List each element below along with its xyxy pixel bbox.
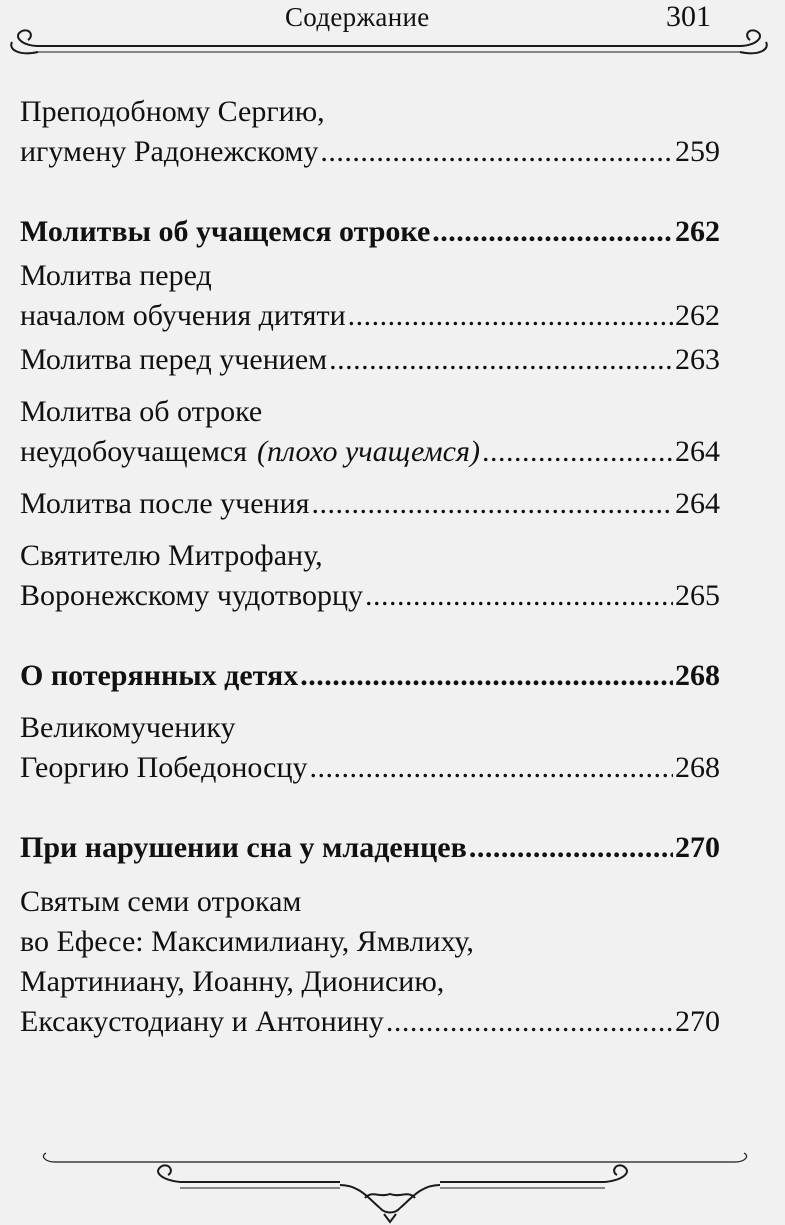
toc-entry-line xyxy=(20,432,720,472)
toc-page-number: 268 xyxy=(675,751,720,784)
header-ornament xyxy=(0,28,785,60)
toc-entry-text: Георгию Победоносцу xyxy=(20,751,308,784)
toc-entry-text: Великомученику xyxy=(20,711,236,744)
toc-entry-line xyxy=(20,92,720,132)
toc-entry-text: Молитва об отроке xyxy=(20,395,263,428)
toc-entry-line xyxy=(20,656,720,696)
toc-entry-line xyxy=(20,132,720,172)
dot-leader xyxy=(348,296,673,336)
toc-entry xyxy=(20,882,720,1042)
toc-entry xyxy=(20,256,720,336)
toc-entry-text: Молитва перед xyxy=(20,259,212,292)
toc-entry xyxy=(20,536,720,616)
toc-entry-line xyxy=(20,708,720,748)
toc-entry xyxy=(20,92,720,172)
toc-entry-text: Ексакустодиану и Антонину xyxy=(20,1005,384,1038)
toc-entry-line xyxy=(20,828,720,868)
header-page-number: 301 xyxy=(666,0,711,33)
dot-leader xyxy=(320,132,673,172)
toc-entry-line xyxy=(20,340,720,380)
toc-entry-text: Мартиниану, Иоанну, Дионисию, xyxy=(20,965,445,998)
toc-entry-line xyxy=(20,922,720,962)
toc-entry-text: во Ефесе: Максимилиану, Ямвлиху, xyxy=(20,925,474,958)
toc-entry-line xyxy=(20,484,720,524)
toc-entry-text: Святым семи отрокам xyxy=(20,885,302,918)
dot-leader xyxy=(469,828,673,868)
toc-entry xyxy=(20,828,720,868)
table-of-contents xyxy=(20,92,720,1042)
toc-entry xyxy=(20,212,720,252)
toc-page-number: 259 xyxy=(675,135,720,168)
toc-entry xyxy=(20,340,720,380)
toc-page-number: 268 xyxy=(675,659,720,692)
dot-leader xyxy=(310,748,673,788)
toc-entry-line xyxy=(20,1002,720,1042)
toc-entry-text: Молитва после учения xyxy=(20,487,310,520)
footer-ornament xyxy=(0,1150,785,1225)
toc-entry xyxy=(20,708,720,788)
toc-entry-text: Святителю Митрофану, xyxy=(20,539,323,572)
dot-leader xyxy=(386,1002,673,1042)
toc-entry-text: началом обучения дитяти xyxy=(20,299,346,332)
toc-entry-line xyxy=(20,882,720,922)
toc-entry-text: Молитвы об учащемся отроке xyxy=(20,215,431,248)
toc-entry-line xyxy=(20,962,720,1002)
header-title: Содержание xyxy=(285,2,430,32)
toc-entry-line xyxy=(20,748,720,788)
dot-leader xyxy=(300,656,673,696)
toc-entry-line xyxy=(20,392,720,432)
dot-leader xyxy=(365,576,673,616)
toc-entry xyxy=(20,484,720,524)
toc-entry xyxy=(20,656,720,696)
toc-page-number: 265 xyxy=(675,579,720,612)
toc-entry-line xyxy=(20,296,720,336)
toc-entry-text: Молитва перед учением xyxy=(20,343,328,376)
toc-entry-line xyxy=(20,256,720,296)
toc-entry-text: игумену Радонежскому xyxy=(20,135,319,168)
toc-page-number: 262 xyxy=(675,299,720,332)
toc-page-number: 264 xyxy=(675,487,720,520)
toc-entry-text: При нарушении сна у младенцев xyxy=(20,831,467,864)
dot-leader xyxy=(482,432,673,472)
toc-entry-line xyxy=(20,576,720,616)
toc-entry-text: неудобоучащемся xyxy=(20,435,248,468)
toc-entry-note: (плохо учащемся) xyxy=(257,435,480,468)
dot-leader xyxy=(311,484,673,524)
toc-entry xyxy=(20,392,720,472)
dot-leader xyxy=(432,212,673,252)
dot-leader xyxy=(329,340,673,380)
toc-page-number: 270 xyxy=(675,1005,720,1038)
toc-entry-line xyxy=(20,212,720,252)
toc-entry-line xyxy=(20,536,720,576)
toc-entry-text: О потерянных детях xyxy=(20,659,299,692)
toc-page-number: 262 xyxy=(675,215,720,248)
toc-page-number: 270 xyxy=(675,831,720,864)
running-header xyxy=(0,0,785,60)
toc-page-number: 264 xyxy=(675,435,720,468)
toc-entry-text: Преподобному Сергию, xyxy=(20,95,325,128)
toc-page-number: 263 xyxy=(675,343,720,376)
toc-entry-text: Воронежскому чудотворцу xyxy=(20,579,364,612)
